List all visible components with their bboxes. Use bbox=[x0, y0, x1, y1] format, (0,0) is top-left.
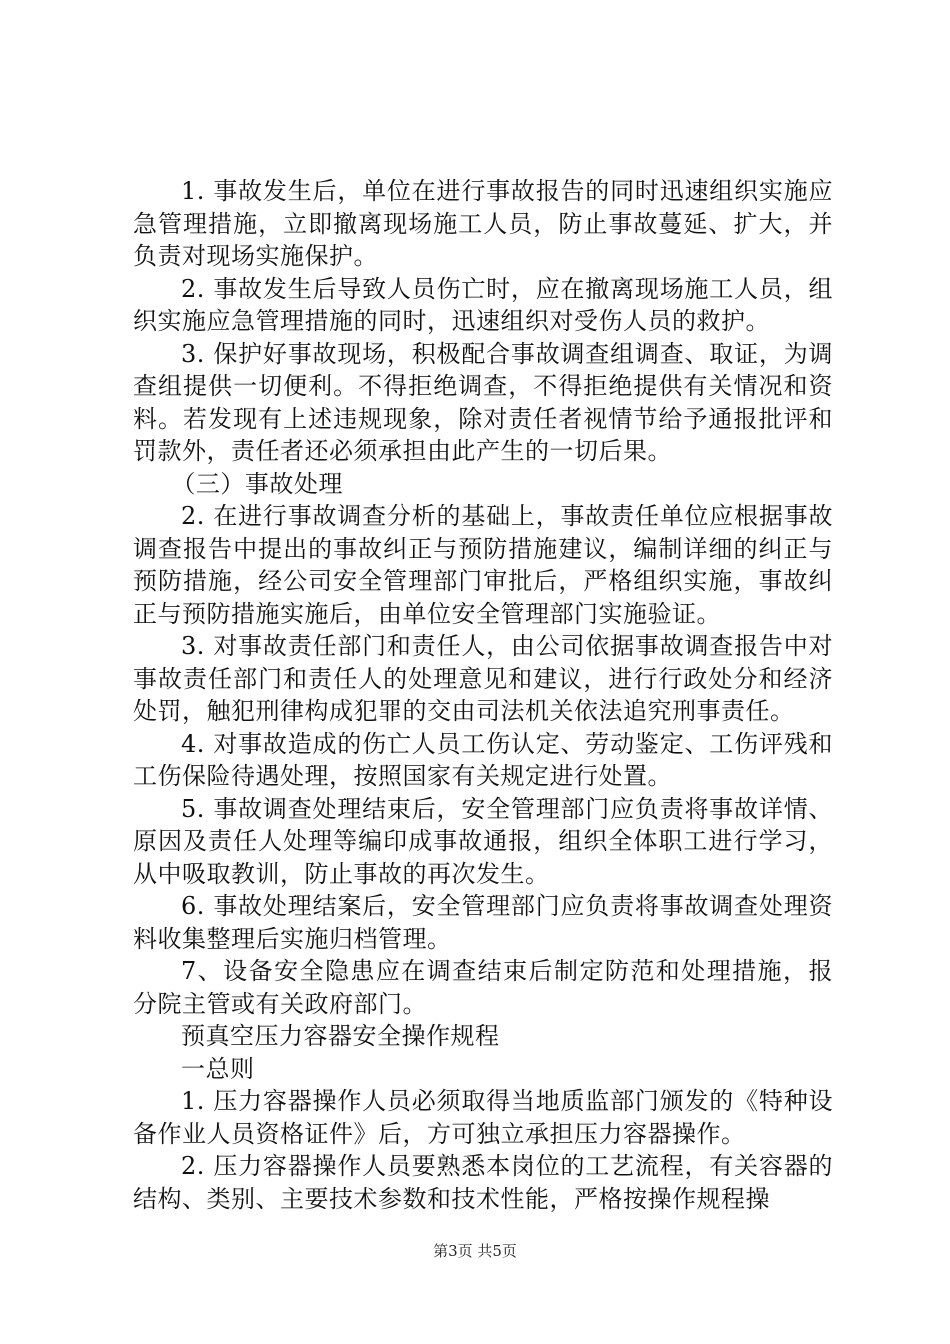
paragraph-10: 1. 压力容器操作人员必须取得当地质监部门颁发的《特种设备作业人员资格证件》后，方可独立承担压力容器操作。 bbox=[133, 1087, 833, 1148]
paragraph-3: 3. 保护好事故现场，积极配合事故调查组调查、取证，为调查组提供一切便利。不得拒绝调查，不得拒绝提供有关情况和资料。若发现有上述违规现象，除对责任者视情节给予通报批评和罚款外，责任者还必须承担由此产生的一切后果。 bbox=[133, 339, 833, 465]
paragraph-11: 2. 压力容器操作人员要熟悉本岗位的工艺流程，有关容器的结构、类别、主要技术参数和技术性能，严格按操作规程操 bbox=[133, 1152, 833, 1213]
paragraph-4: 2. 在进行事故调查分析的基础上，事故责任单位应根据事故调查报告中提出的事故纠正与预防措施建议，编制详细的纠正与预防措施，经公司安全管理部门审批后，严格组织实施，事故纠正与预防措施实施后，由单位安全管理部门实施验证。 bbox=[133, 502, 833, 628]
paragraph-5: 3. 对事故责任部门和责任人，由公司依据事故调查报告中对事故责任部门和责任人的处理意见和建议，进行行政处分和经济处罚，触犯刑律构成犯罪的交由司法机关依法追究刑事责任。 bbox=[133, 632, 833, 725]
paragraph-6: 4. 对事故造成的伤亡人员工伤认定、劳动鉴定、工伤评残和工伤保险待遇处理，按照国家有关规定进行处置。 bbox=[133, 729, 833, 790]
section-heading-accident-handling: （三）事故处理 bbox=[171, 469, 343, 498]
paragraph-7: 5. 事故调查处理结束后，安全管理部门应负责将事故详情、原因及责任人处理等编印成事故通报，组织全体职工进行学习，从中吸取教训，防止事故的再次发生。 bbox=[133, 794, 833, 888]
paragraph-9: 7、设备安全隐患应在调查结束后制定防范和处理措施，报分院主管或有关政府部门。 bbox=[133, 957, 833, 1018]
paragraph-2: 2. 事故发生后导致人员伤亡时，应在撤离现场施工人员，组织实施应急管理措施的同时，迅速组织对受伤人员的救护。 bbox=[133, 274, 833, 335]
page-footer: 第3页 共5页 bbox=[433, 1242, 517, 1260]
paragraph-8: 6. 事故处理结案后，安全管理部门应负责将事故调查处理资料收集整理后实施归档管理。 bbox=[133, 892, 833, 953]
section-heading-general: 一总则 bbox=[181, 1054, 255, 1083]
section-title-pressure-vessel: 预真空压力容器安全操作规程 bbox=[181, 1022, 500, 1050]
document-body bbox=[133, 175, 833, 1215]
paragraph-1: 1. 事故发生后，单位在进行事故报告的同时迅速组织实施应急管理措施，立即撤离现场施工人员，防止事故蔓延、扩大，并负责对现场实施保护。 bbox=[133, 177, 833, 270]
